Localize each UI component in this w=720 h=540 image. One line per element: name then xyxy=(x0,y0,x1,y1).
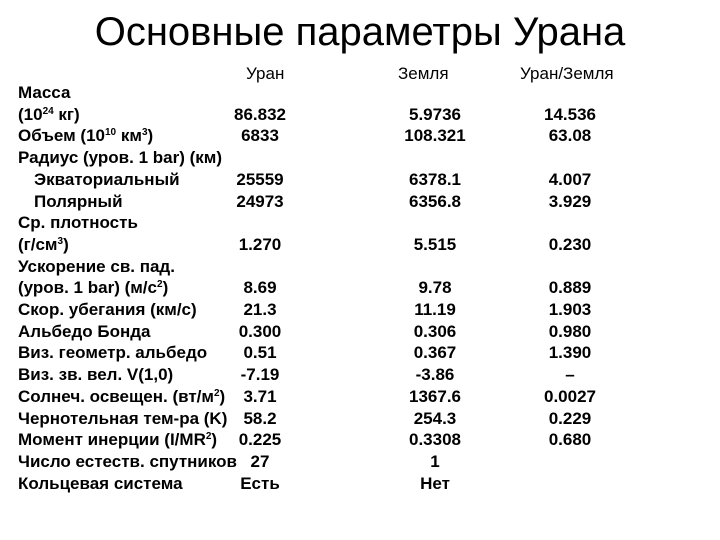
table-row xyxy=(0,342,720,364)
ratio-value: 0.680 xyxy=(548,430,592,450)
table-row xyxy=(0,125,720,147)
column-header-earth: Земля xyxy=(398,64,449,83)
row-label: Число естеств. спутников xyxy=(18,451,237,471)
uranus-value: 6833 xyxy=(241,126,279,146)
row-label: Скор. убегания (км/с) xyxy=(18,300,197,319)
earth-value: -3.86 xyxy=(415,365,455,385)
table-row xyxy=(0,429,720,451)
table-row xyxy=(0,256,720,278)
row-label: Масса xyxy=(18,83,71,102)
row-label: Кольцевая система xyxy=(18,473,183,493)
column-header-uranus: Уран xyxy=(246,64,285,83)
ratio-value: – xyxy=(565,365,575,385)
earth-value: 108.321 xyxy=(404,126,466,146)
ratio-value: 63.08 xyxy=(548,126,592,146)
earth-value: 6356.8 xyxy=(409,191,461,211)
table-row xyxy=(0,191,720,213)
earth-value: 0.306 xyxy=(413,321,457,341)
row-label: Момент инерции $(I/MR^2)$ xyxy=(18,430,218,450)
uranus-value: 58.2 xyxy=(243,408,277,428)
row-label: Виз. геометр. альбедо xyxy=(18,343,208,363)
table-row xyxy=(0,364,720,386)
table-row xyxy=(0,408,720,430)
table-row xyxy=(0,386,720,408)
row-label: Альбедо Бонда xyxy=(18,321,151,341)
table-row xyxy=(0,277,720,299)
uranus-value: -7.19 xyxy=(240,365,280,385)
uranus-value: 8.69 xyxy=(243,278,277,298)
earth-value: 1 xyxy=(430,451,440,471)
uranus-value: Есть xyxy=(240,473,280,493)
uranus-value: 24973 xyxy=(236,191,284,211)
earth-value: 11.19 xyxy=(414,300,456,319)
uranus-value: 25559 xyxy=(236,169,284,189)
table-row xyxy=(0,234,720,256)
table-row xyxy=(0,169,720,191)
uranus-value: 0.225 xyxy=(238,430,282,450)
ratio-value: 3.929 xyxy=(548,191,592,211)
table-row xyxy=(0,299,720,321)
table-row xyxy=(0,82,720,104)
uranus-value: 1.270 xyxy=(238,234,282,254)
uranus-value: 21.3 xyxy=(243,300,277,319)
uranus-value: 0.300 xyxy=(238,321,282,341)
row-label: Радиус (уров. 1 bar) (км) xyxy=(18,148,222,168)
earth-value: 5.9736 xyxy=(409,104,461,124)
earth-value: 9.78 xyxy=(418,278,452,298)
ratio-value: 0.0027 xyxy=(544,386,596,406)
earth-value: 1367.6 xyxy=(409,386,461,406)
ratio-value: 1.903 xyxy=(548,300,592,319)
ratio-value: 0.889 xyxy=(548,278,592,298)
column-header-ratio: Уран/Земля xyxy=(520,64,614,83)
table-row xyxy=(0,451,720,473)
row-label: (уров. 1 bar) $(м/c^2)$ xyxy=(18,278,169,298)
row-label: Солнеч. освещен. $(вт/м^2)$ xyxy=(18,386,226,406)
row-label: Чернотельная тем-ра (K) xyxy=(18,408,228,428)
table-row xyxy=(0,321,720,343)
earth-value: Нет xyxy=(420,473,450,493)
ratio-value: 0.230 xyxy=(548,234,592,254)
ratio-value: 1.390 xyxy=(548,343,592,363)
row-label: Ускорение св. пад. xyxy=(18,256,175,276)
earth-value: 254.3 xyxy=(413,408,457,428)
row-label: ($10^{24}$ кг) xyxy=(18,104,80,124)
uranus-value: 0.51 xyxy=(243,343,277,363)
ratio-value: 4.007 xyxy=(548,169,592,189)
earth-value: 0.3308 xyxy=(409,430,461,450)
table-row xyxy=(0,104,720,126)
uranus-value: 86.832 xyxy=(234,104,286,124)
table-row xyxy=(0,473,720,495)
table-row xyxy=(0,147,720,169)
row-label: Ср. плотность xyxy=(18,213,138,233)
row-label: $(г/см^3)$ xyxy=(18,234,69,254)
row-label: Полярный xyxy=(34,191,123,211)
ratio-value: 0.980 xyxy=(548,321,592,341)
row-label: Экваториальный xyxy=(34,169,180,189)
earth-value: 0.367 xyxy=(413,343,457,363)
ratio-value: 0.229 xyxy=(548,408,592,428)
row-label: Виз. зв. вел. V(1,0) xyxy=(18,365,174,385)
uranus-value: 3.71 xyxy=(243,386,277,406)
row-label: Объем ($10^{10}$ $км^3$) xyxy=(18,126,154,146)
ratio-value: 14.536 xyxy=(544,104,596,124)
earth-value: 5.515 xyxy=(413,234,457,254)
table-row xyxy=(0,212,720,234)
earth-value: 6378.1 xyxy=(409,169,461,189)
uranus-value: 27 xyxy=(250,451,270,471)
slide-title: Основные параметры Урана xyxy=(94,10,626,54)
